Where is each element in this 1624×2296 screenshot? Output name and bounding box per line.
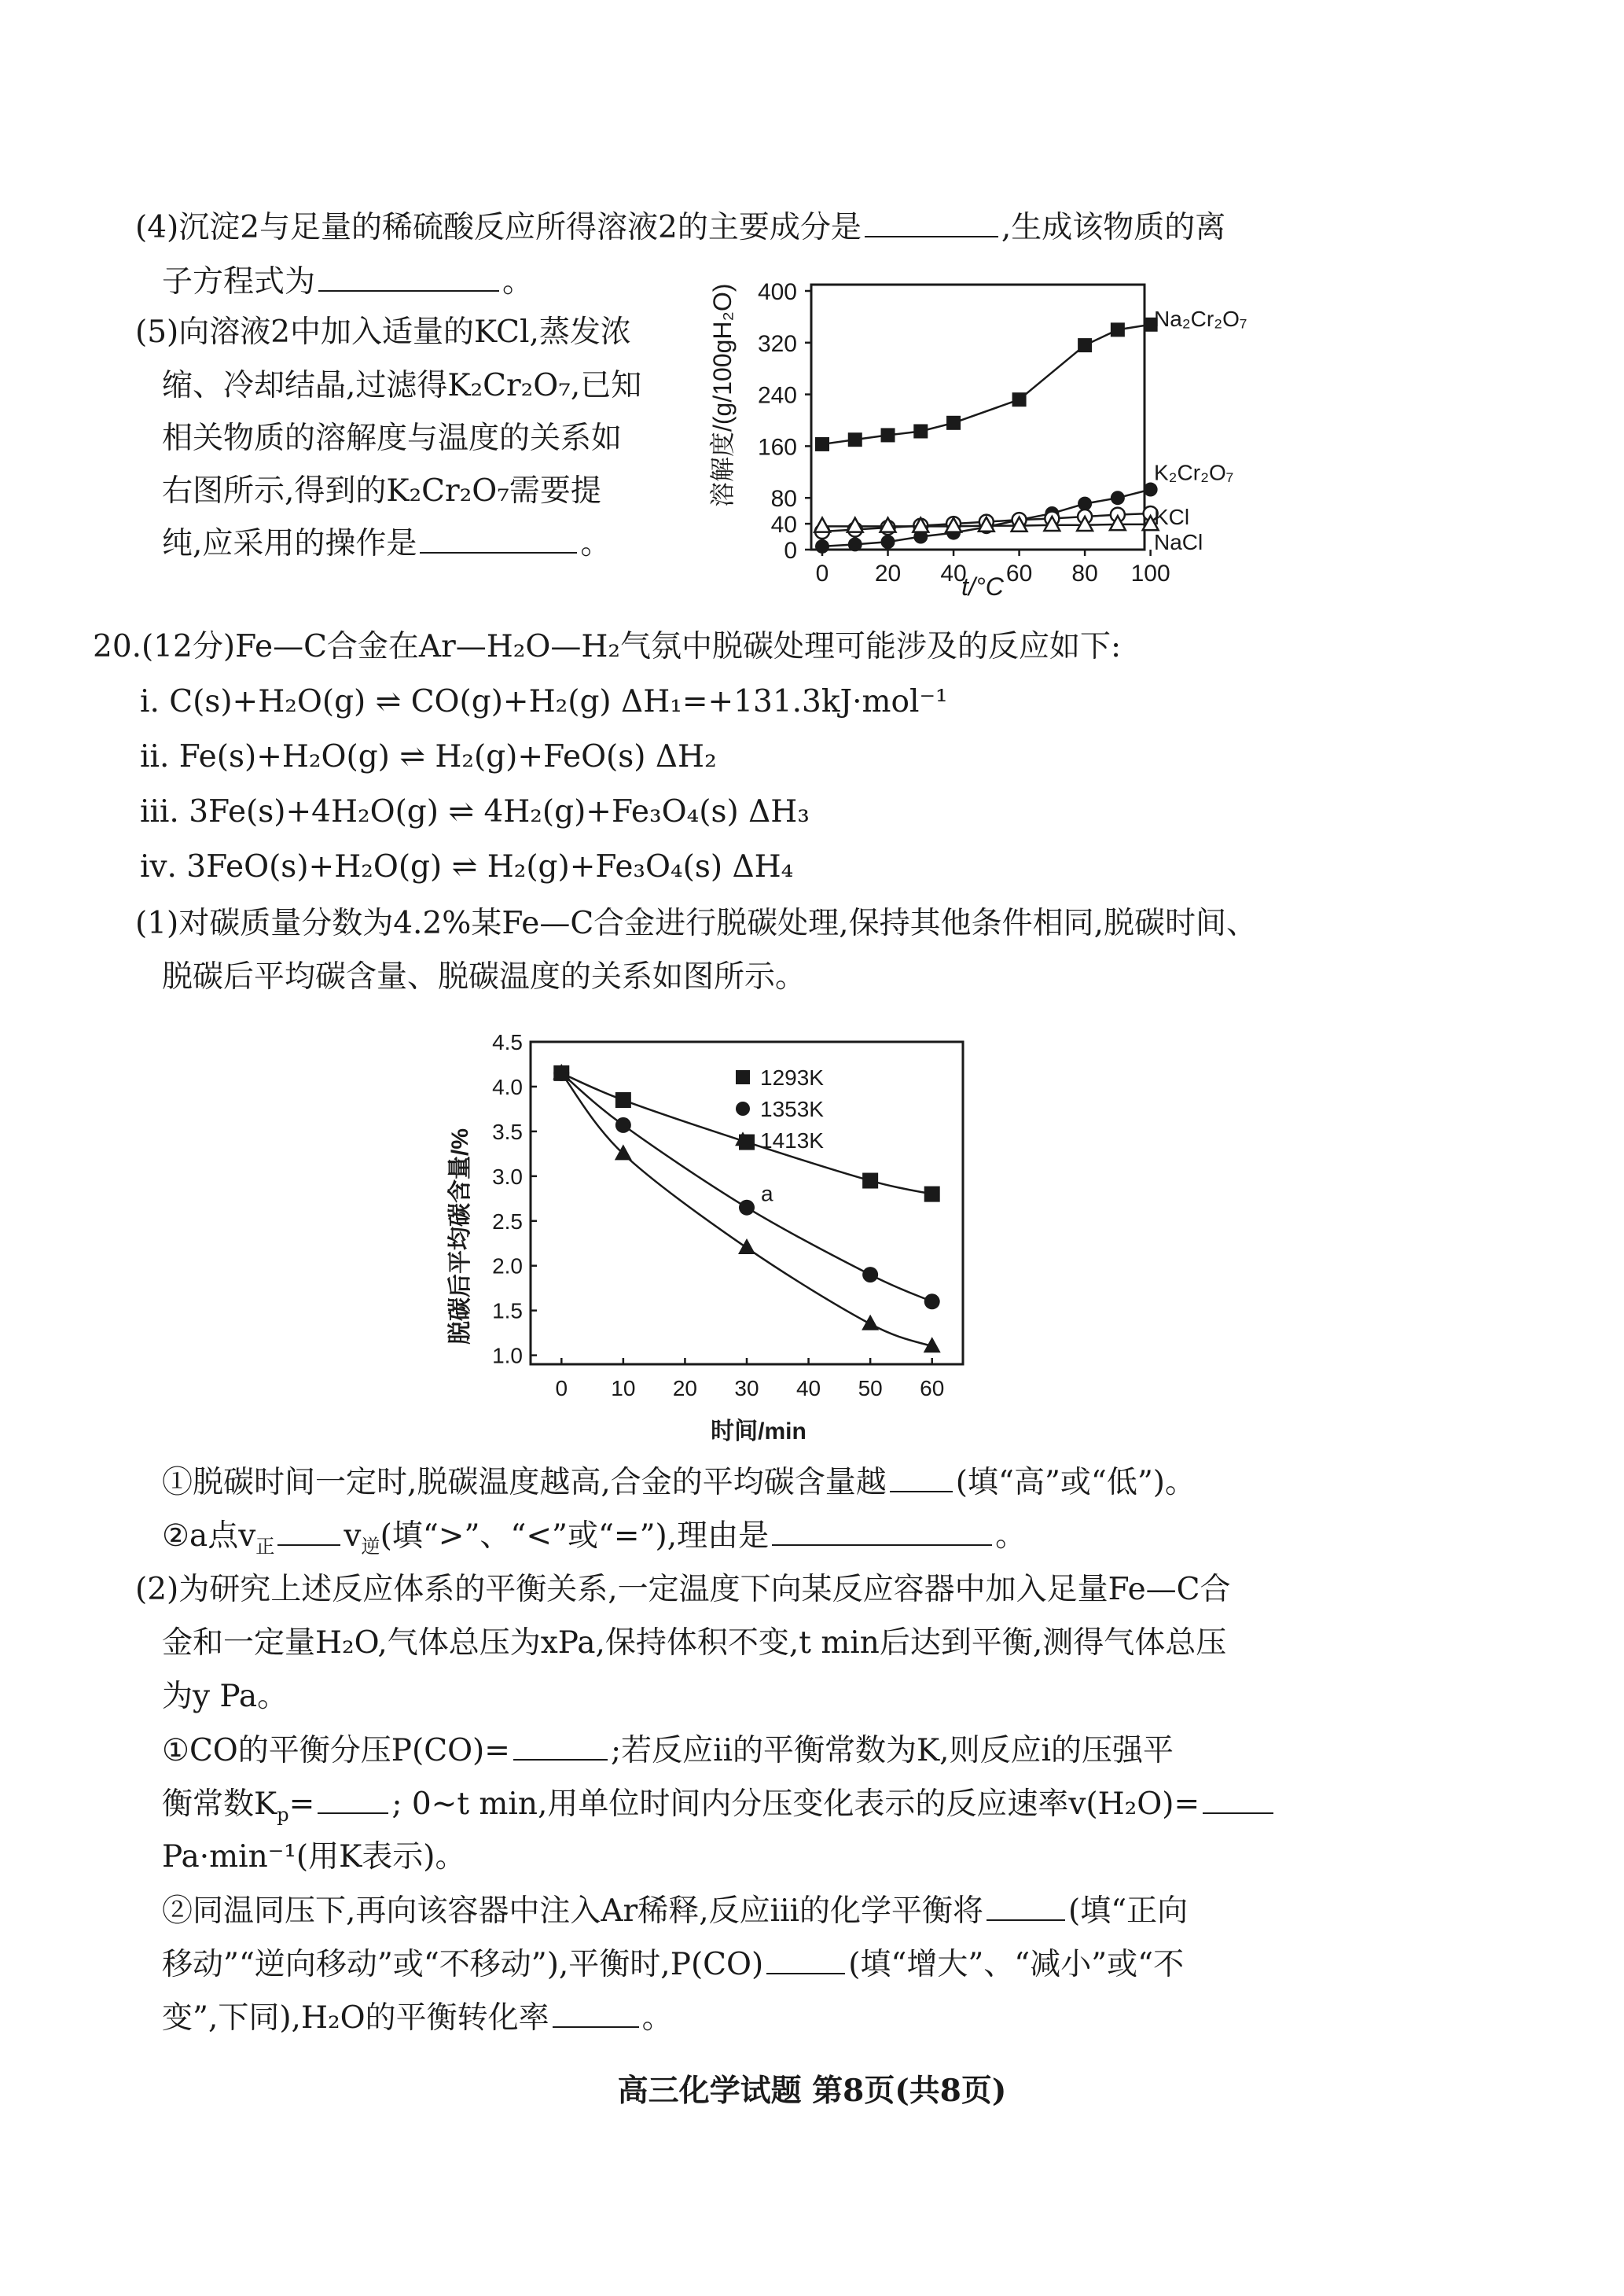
y-axis-label: 溶解度/(g/100gH₂O) (708, 283, 737, 507)
answer-blank[interactable] (318, 1784, 388, 1814)
series-label: K₂Cr₂O₇ (1154, 460, 1234, 485)
answer-blank[interactable] (772, 1516, 992, 1546)
x-tick-label: 40 (795, 1376, 821, 1400)
series-label: Na₂Cr₂O₇ (1154, 306, 1247, 331)
data-point (946, 416, 961, 430)
y-tick-label: 40 (770, 512, 797, 539)
x-tick-label: 20 (874, 561, 902, 587)
data-point (848, 537, 862, 551)
data-point (848, 432, 862, 447)
answer-blank[interactable] (987, 1891, 1065, 1921)
q20-p2-q1-line1: ①CO的平衡分压P(CO)= ;若反应ⅱ的平衡常数为K,则反应ⅰ的压强平 (162, 1731, 1174, 1771)
answer-blank[interactable] (513, 1731, 608, 1761)
legend-label: 1353K (760, 1097, 824, 1121)
solubility-chart (707, 271, 1305, 617)
x-tick-label: 0 (555, 1376, 568, 1400)
series-line (822, 325, 1151, 444)
answer-blank[interactable] (766, 1945, 845, 1974)
x-tick-label: 50 (858, 1376, 883, 1400)
data-point (739, 1200, 755, 1216)
legend-label: 1413K (760, 1128, 824, 1153)
data-point (862, 1267, 878, 1282)
q20-p2-q2-line3: 变”,下同),H₂O的平衡转化率 。 (162, 1998, 673, 2038)
x-tick-label: 30 (734, 1376, 759, 1400)
data-point (814, 518, 830, 532)
x-tick-label: 40 (940, 561, 967, 587)
x-axis-label: t/°C (961, 572, 1004, 601)
q20-p2-line1: (2)为研究上述反应体系的平衡关系,一定温度下向某反应容器中加入足量Fe—C合 (135, 1572, 1231, 1607)
q4-line2: 子方程式为 。 (162, 262, 533, 302)
q20-p1-q2: ②a点$v_正$ $v_逆$(填“>”、“<”或“=”),理由是 。 (162, 1516, 1026, 1566)
y-tick-label: 1.0 (492, 1343, 523, 1368)
data-point (862, 1173, 878, 1189)
q20-p2-q1-line3: Pa·min⁻¹(用K表示)。 (162, 1839, 466, 1875)
q5-line3: 相关物质的溶解度与温度的关系如 (162, 421, 623, 456)
y-tick-label: 0 (784, 538, 797, 564)
y-tick-label: 240 (757, 382, 797, 409)
x-tick-label: 60 (920, 1376, 945, 1400)
y-axis-label: 脱碳后平均碳含量/% (447, 1128, 473, 1345)
y-tick-label: 400 (757, 279, 797, 305)
x-axis-label: 时间/min (711, 1418, 806, 1444)
q20-p1-line1: (1)对碳质量分数为4.2%某Fe—C合金进行脱碳处理,保持其他条件相同,脱碳时间、 (135, 906, 1257, 941)
q4-line1: (4)沉淀2与足量的稀硫酸反应所得溶液2的主要成分是 ,生成该物质的离 (135, 208, 1225, 248)
point-a-label: a (761, 1181, 773, 1206)
q5-line1: (5)向溶液2中加入适量的KCl,蒸发浓 (135, 315, 631, 350)
series-label: KCl (1154, 504, 1190, 529)
answer-blank[interactable] (890, 1463, 953, 1492)
q20-p1-line2: 脱碳后平均碳含量、脱碳温度的关系如图所示。 (162, 959, 806, 995)
q20-p2-line2: 金和一定量H₂O,气体总压为xPa,保持体积不变,t min后达到平衡,测得气体总压 (162, 1625, 1227, 1661)
data-point (924, 1293, 940, 1309)
data-point (913, 424, 928, 438)
reaction-1: ⅰ. C(s)+H₂O(g) ⇌ CO(g)+H₂(g) ΔH₁=+131.3kJ·mol⁻¹ (140, 684, 948, 719)
page-footer: 高三化学试题 第8页(共8页) (617, 2073, 1007, 2109)
answer-blank[interactable] (553, 1998, 639, 2028)
y-tick-label: 4.5 (492, 1030, 523, 1054)
x-tick-label: 10 (611, 1376, 636, 1400)
legend-marker (736, 1070, 750, 1084)
answer-blank[interactable] (865, 208, 998, 237)
y-tick-label: 80 (770, 486, 797, 513)
data-point (738, 1238, 755, 1254)
x-tick-label: 20 (672, 1376, 698, 1400)
reaction-3: ⅲ. 3Fe(s)+4H₂O(g) ⇌ 4H₂(g)+Fe₃O₄(s) ΔH₃ (140, 794, 810, 830)
q20-p2-q2-line2: 移动”“逆向移动”或“不移动”),平衡时,P(CO) (填“增大”、“减小”或“不 (162, 1945, 1184, 1985)
y-tick-label: 4.0 (492, 1074, 523, 1099)
data-point (881, 428, 895, 442)
x-tick-label: 100 (1130, 561, 1170, 587)
q20-p2-q1-line2: 衡常数$K_p=$ ; 0~t min,用单位时间内分压变化表示的反应速率v(H₂O)= (162, 1784, 1277, 1834)
answer-blank[interactable] (277, 1516, 340, 1546)
plot-frame (811, 285, 1145, 550)
y-tick-label: 3.0 (492, 1164, 523, 1189)
q5-line4: 右图所示,得到的K₂Cr₂O₇需要提 (162, 473, 601, 509)
data-point (615, 1092, 631, 1108)
answer-blank[interactable] (318, 262, 499, 292)
data-point (1111, 491, 1125, 505)
y-tick-label: 3.5 (492, 1119, 523, 1144)
x-tick-label: 80 (1071, 561, 1098, 587)
y-tick-label: 320 (757, 330, 797, 357)
x-tick-label: 60 (1005, 561, 1033, 587)
y-tick-label: 160 (757, 434, 797, 461)
y-tick-label: 2.0 (492, 1253, 523, 1279)
reaction-2: ⅱ. Fe(s)+H₂O(g) ⇌ H₂(g)+FeO(s) ΔH₂ (140, 739, 717, 775)
data-point (924, 1187, 940, 1202)
q20-p2-q2-line1: ②同温同压下,再向该容器中注入Ar稀释,反应ⅲ的化学平衡将 (填“正向 (162, 1891, 1188, 1931)
q5-line5: 纯,应采用的操作是 。 (162, 524, 611, 564)
y-tick-label: 1.5 (492, 1298, 523, 1323)
legend-label: 1293K (760, 1065, 824, 1090)
q20-header: 20.(12分)Fe—C合金在Ar—H₂O—H₂气氛中脱碳处理可能涉及的反应如下: (93, 629, 1122, 664)
data-point (862, 1315, 879, 1330)
data-point (815, 437, 829, 451)
decarburization-chart (421, 1030, 1065, 1470)
data-point (1111, 322, 1125, 337)
x-tick-label: 0 (815, 561, 829, 587)
data-point (1078, 338, 1092, 352)
data-point (1012, 392, 1027, 407)
series-label: NaCl (1154, 529, 1203, 554)
answer-blank[interactable] (420, 524, 577, 554)
data-point (615, 1117, 631, 1133)
q20-p2-line3: 为y Pa。 (162, 1679, 288, 1714)
legend-marker (736, 1102, 750, 1116)
q20-p1-q1: ①脱碳时间一定时,脱碳温度越高,合金的平均碳含量越 (填“高”或“低”)。 (162, 1463, 1196, 1503)
reaction-4: ⅳ. 3FeO(s)+H₂O(g) ⇌ H₂(g)+Fe₃O₄(s) ΔH₄ (140, 849, 794, 885)
data-point (881, 535, 895, 549)
answer-blank[interactable] (1203, 1784, 1273, 1814)
data-point (815, 539, 829, 554)
y-tick-label: 2.5 (492, 1209, 523, 1234)
q5-line2: 缩、冷却结晶,过滤得K₂Cr₂O₇,已知 (162, 368, 642, 403)
